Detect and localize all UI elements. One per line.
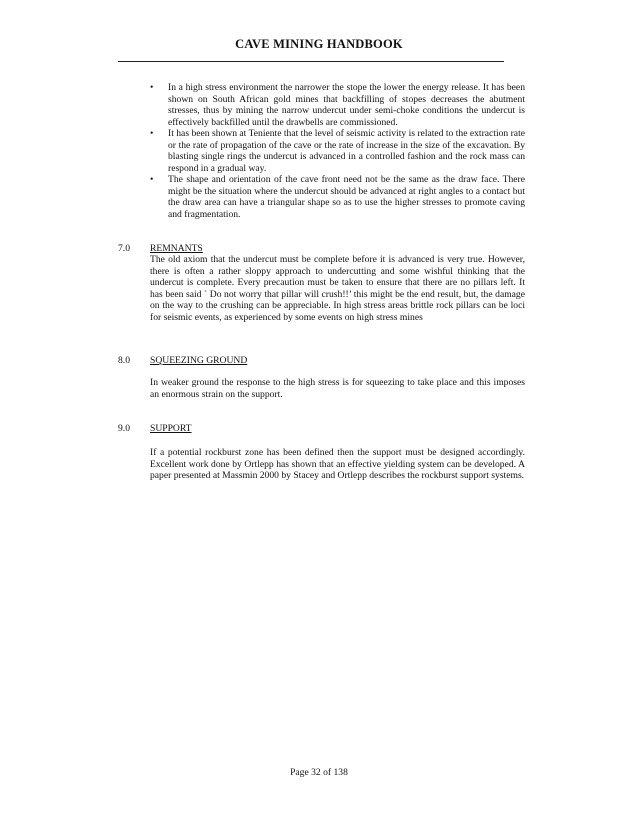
list-item-text: In a high stress environment the narrower the stope the lower the energy release. It has been shown on South African gold mines that backfilling of stopes decreases the abutment stresses, thus by mining the narrow undercut under semi-choke conditions the undercut is effectively backfilled until the drawbells are commissioned.: [168, 82, 525, 128]
list-item: [150, 128, 525, 174]
bullet-list: [150, 82, 525, 220]
section-body-squeezing-ground: In weaker ground the response to the high stress is for squeezing to take place and this imposes an enormous strain on the support.: [150, 377, 525, 400]
list-item: [150, 82, 525, 128]
section-body-support: If a potential rockburst zone has been defined then the support must be designed accordingly. Excellent work done by Ortlepp has shown that an effective yielding system can be developed. A paper presented at Massmin 2000 by Stacey and Ortlepp describes the rockburst support systems.: [150, 447, 525, 481]
page-title: CAVE MINING HANDBOOK: [235, 37, 403, 51]
bullet-icon: •: [150, 82, 154, 93]
section-heading-support: SUPPORT: [150, 423, 192, 434]
section-heading-remnants: REMNANTS: [150, 243, 203, 254]
section-body-remnants: The old axiom that the undercut must be complete before it is advanced is very true. However, there is often a rather sloppy approach to undercutting and some wishful thinking that the undercut is complete. Every precaution must be taken to ensure that there are no pillars left. It has been said ` Do not worry that pillar will crush!!’ this might be the end result, but, the damage on the way to the crushing can be appreciable. In high stress areas brittle rock pillars can be loci for seismic events, as experienced by some events on high stress mines: [150, 254, 525, 323]
page-number: Page 32 of 138: [290, 767, 348, 778]
bullet-icon: •: [150, 128, 154, 139]
bullet-icon: •: [150, 174, 154, 185]
section-number-remnants: 7.0: [118, 243, 130, 254]
list-item-text: The shape and orientation of the cave front need not be the same as the draw face. There might be the situation where the undercut should be advanced at right angles to a contact but the draw area can have a triangular shape so as to use the higher stresses to promote caving and fragmentation.: [168, 174, 525, 220]
section-number-support: 9.0: [118, 423, 130, 434]
list-item: [150, 174, 525, 220]
section-heading-squeezing-ground: SQUEEZING GROUND: [150, 355, 248, 366]
section-number-squeezing-ground: 8.0: [118, 355, 130, 366]
header-divider: [118, 61, 504, 62]
list-item-text: It has been shown at Teniente that the level of seismic activity is related to the extraction rate or the rate of propagation of the cave or the rate of increase in the size of the excavation. By blasting single rings the undercut is advanced in a controlled fashion and the rock mass can respond in a gradual way.: [168, 128, 525, 174]
